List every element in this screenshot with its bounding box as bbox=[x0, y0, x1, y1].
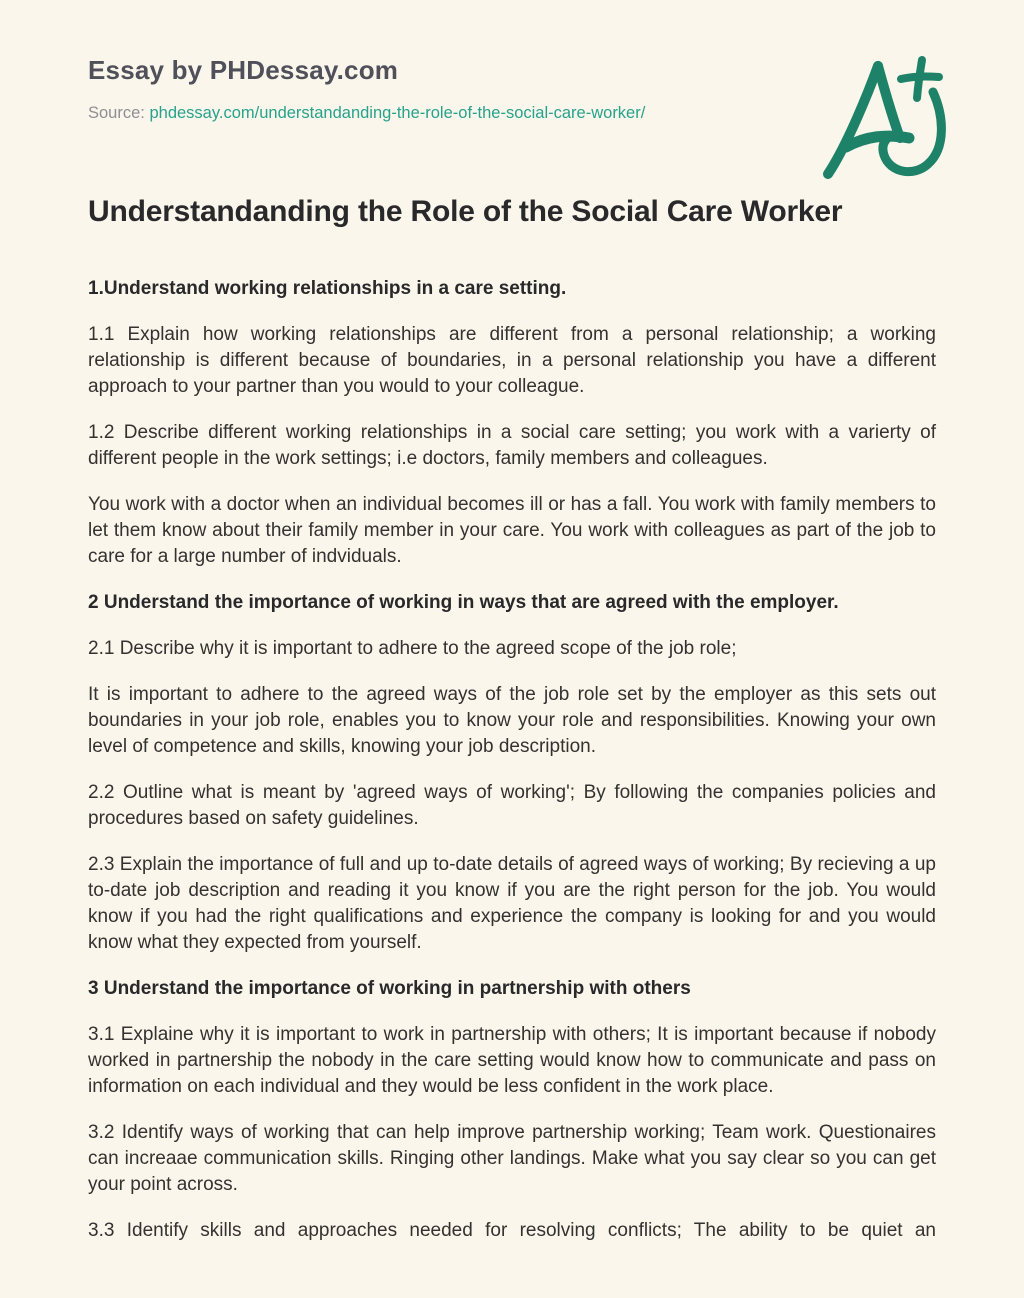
paragraph: It is important to adhere to the agreed ways of the job role set by the employer as this sets out boundaries in your job role, enables you to know your role and responsibilities. Knowing your own level of competence and skills, knowing your job description. bbox=[88, 684, 936, 757]
page-header bbox=[88, 55, 936, 123]
section-heading: 3 Understand the importance of working in partnership with others bbox=[88, 978, 691, 999]
site-title: Essay by PHDessay.com bbox=[88, 55, 399, 85]
paragraph: 1.2 Describe different working relationships in a social care setting; you work with a varierty of different people in the work settings; i.e doctors, family members and colleagues. bbox=[88, 422, 936, 469]
paragraph: 2.1 Describe why it is important to adhere to the agreed scope of the job role; bbox=[88, 638, 737, 659]
paragraph: 3.1 Explaine why it is important to work in partnership with others; It is important because if nobody worked in partnership the nobody in the care setting would know how to communicate and pass on information on each individual and they would be less confident in the work place. bbox=[88, 1024, 936, 1097]
source-label: Source: bbox=[88, 104, 145, 122]
source-line bbox=[88, 103, 936, 123]
paragraph: 2.2 Outline what is meant by 'agreed ways of working'; By following the companies policies and procedures based on safety guidelines. bbox=[88, 782, 936, 829]
paragraph: 3.2 Identify ways of working that can help improve partnership working; Team work. Questionaires can increaae communication skills. Ringing other landings. Make what you say clear so you can get your point across. bbox=[88, 1122, 936, 1195]
paragraph: 2.3 Explain the importance of full and up to-date details of agreed ways of working; By recieving a up to-date job description and reading it you know if you are the right person for the job. You would know if you had the right qualifications and experience the company is looking for and you would know what they expected from yourself. bbox=[88, 854, 936, 953]
a-plus-logo-icon bbox=[818, 48, 942, 186]
paragraph: You work with a doctor when an individual becomes ill or has a fall. You work with family members to let them know about their family member in your care. You work with colleagues as part of the job to care for a large number of indviduals. bbox=[88, 494, 936, 567]
document-title: Understandanding the Role of the Social Care Worker bbox=[88, 195, 843, 228]
paragraph: 3.3 Identify skills and approaches needed for resolving conflicts; The ability to be quiet an bbox=[88, 1220, 936, 1241]
section-heading: 2 Understand the importance of working in ways that are agreed with the employer. bbox=[88, 592, 839, 613]
paragraph: 1.1 Explain how working relationships are different from a personal relationship; a working relationship is different because of boundaries, in a personal relationship you have a different approach to your partner than you would to your colleague. bbox=[88, 324, 936, 397]
section-heading: 1.Understand working relationships in a care setting. bbox=[88, 278, 567, 299]
document-body bbox=[88, 276, 936, 1241]
source-link[interactable]: phdessay.com/understandanding-the-role-of-the-social-care-worker/ bbox=[149, 104, 646, 122]
